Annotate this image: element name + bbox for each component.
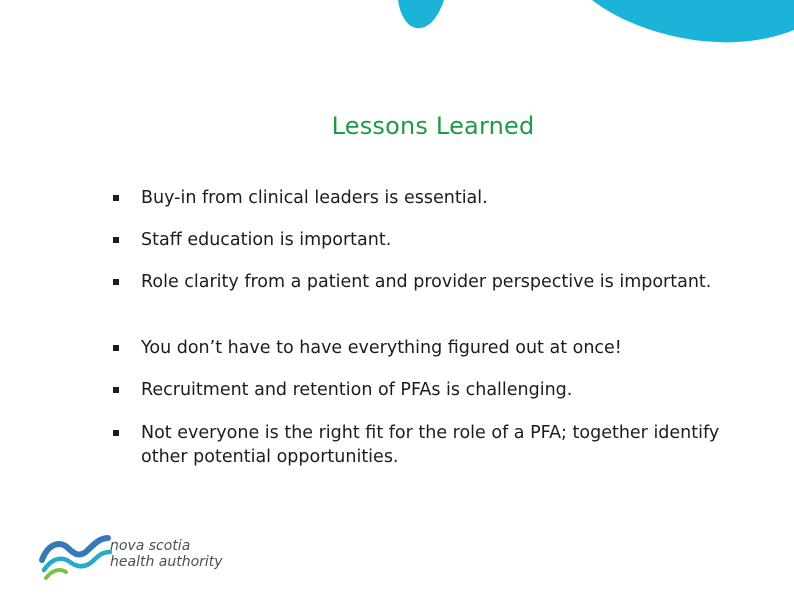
swoosh-decoration xyxy=(0,0,794,60)
square-bullet-icon xyxy=(113,237,119,243)
wave-logo-icon xyxy=(38,524,114,584)
bullet-text: Not everyone is the right fit for the role of a PFA; together identify other potential opportunities. xyxy=(141,423,720,467)
logo-line-1: nova scotia xyxy=(110,538,191,554)
bullet-text: Recruitment and retention of PFAs is challenging. xyxy=(141,380,573,400)
logo-line-2: health authority xyxy=(110,554,223,570)
list-item xyxy=(113,186,723,210)
square-bullet-icon xyxy=(113,279,119,285)
logo-text xyxy=(110,538,223,570)
slide-title: Lessons Learned xyxy=(331,112,535,140)
list-item xyxy=(113,378,723,402)
square-bullet-icon xyxy=(113,430,119,436)
square-bullet-icon xyxy=(113,387,119,393)
bullet-text: You don’t have to have everything figured out at once! xyxy=(141,338,622,358)
list-item xyxy=(113,336,723,360)
list-item xyxy=(113,421,723,469)
square-bullet-icon xyxy=(113,345,119,351)
list-item xyxy=(113,228,723,252)
list-item xyxy=(113,270,723,294)
bullet-text: Buy-in from clinical leaders is essential. xyxy=(141,188,488,208)
bullet-text: Role clarity from a patient and provider perspective is important. xyxy=(141,272,712,292)
organization-logo xyxy=(38,524,238,584)
square-bullet-icon xyxy=(113,195,119,201)
bullet-text: Staff education is important. xyxy=(141,230,392,250)
